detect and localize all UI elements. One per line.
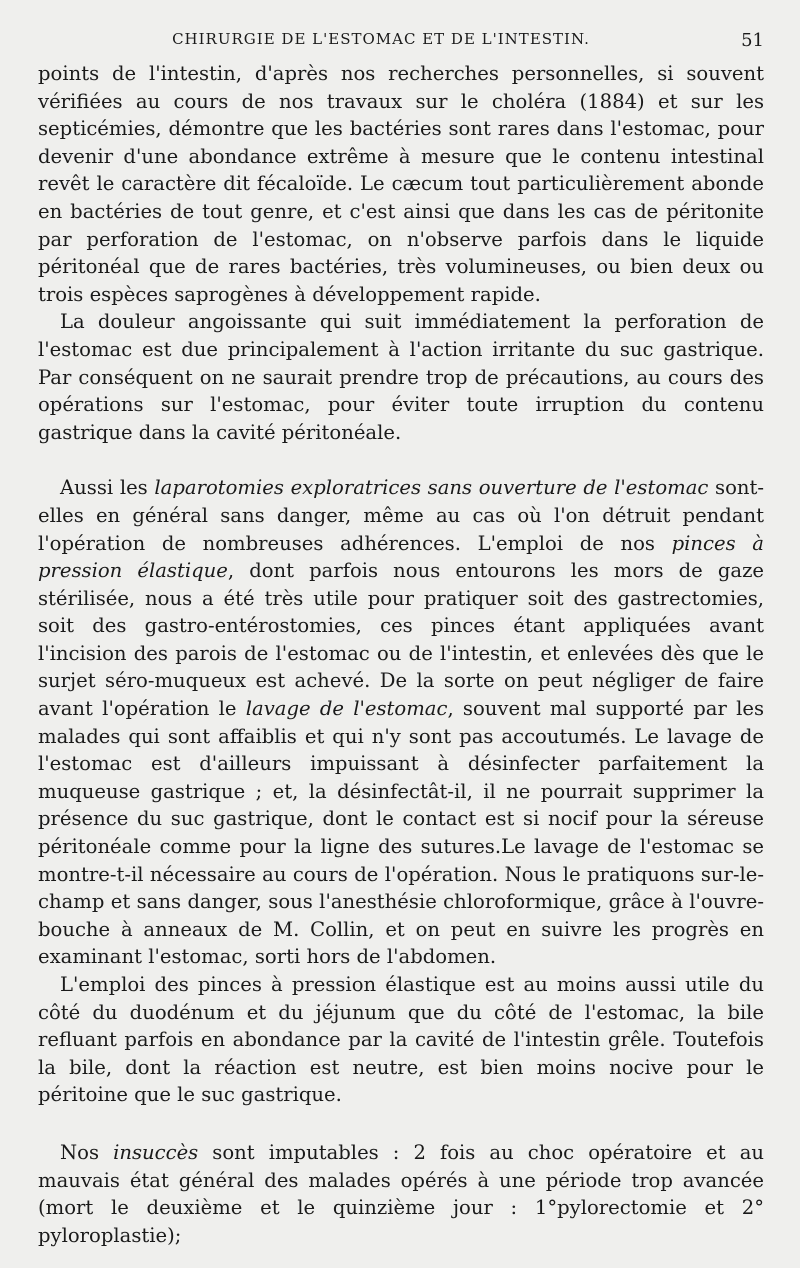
paragraph-3-text-a: Aussi les: [60, 476, 155, 500]
paragraph-3-text-b: sont-elles en général sans danger, même au cas où l'on détruit pendant l'opération de nombreuses adhérences. L'emploi de nos: [38, 476, 764, 555]
paragraph-3: [38, 474, 764, 971]
paragraph-5-italic-1: insuccès: [113, 1140, 199, 1164]
paragraph-3-italic-1: laparotomies exploratrices sans ouverture de l'estomac: [154, 476, 709, 500]
running-header: [38, 30, 764, 60]
paragraph-5-text-a: Nos: [60, 1140, 114, 1164]
paragraph-4: L'emploi des pinces à pression élastique est au moins aussi utile du côté du duodénum et du jéjunum que du côté de l'estomac, la bile refluant parfois en abondance par la cavité de l'intestin grêle. Toutefois la bile, dont la réaction est neutre, est bien moins nocive pour le péritoine que le suc gastrique.: [38, 973, 764, 1107]
paragraph-1: points de l'intestin, d'après nos recherches personnelles, si souvent vérifiées au cours de nos travaux sur le choléra (1884) et sur les septicémies, démontre que les bactéries sont rares dans l'estomac, pour devenir d'une abondance extrême à mesure que le contenu intestinal revêt le caractère dit fécaloïde. Le cæcum tout particulièrement abonde en bactéries de tout genre, et c'est ainsi que dans les cas de péritonite par perforation de l'estomac, on n'observe parfois dans le liquide péritonéal que de rares bactéries, très volumineuses, ou bien deux ou trois espèces saprogènes à développement rapide.: [38, 62, 764, 306]
paragraph-2: La douleur angoissante qui suit immédiatement la perforation de l'estomac est due principalement à l'action irritante du suc gastrique. Par conséquent on ne saurait prendre trop de précautions, au cours des opérations sur l'estomac, pour éviter toute irruption du contenu gastrique dans la cavité péritonéale.: [38, 310, 764, 444]
paragraph-5-text-b: sont imputables : 2 fois au choc opératoire et au mauvais état général des malades opérés à une période trop avancée (mort le deuxième et le quinzième jour : 1°pylorectomie et 2° pyloroplastie);: [38, 1140, 764, 1247]
paragraph-5: [38, 1139, 764, 1249]
paragraph-3-text-d: , souvent mal supporté par les malades qui sont affaiblis et qui n'y sont pas accoutumés. Le lavage de l'estomac est d'ailleurs impuissant à désinfecter parfaitement la muqueuse gastrique ; et, la désinfectât-il, il ne pourrait supprimer la présence du suc gastrique, dont le contact est si nocif pour la séreuse péritonéale comme pour la ligne des sutures.Le lavage de l'estomac se montre-t-il nécessaire au cours de l'opération. Nous le pratiquons sur-le-champ et sans danger, sous l'anesthésie chloroformique, grâce à l'ouvre-bouche à anneaux de M. Collin, et on peut en suivre les progrès en examinant l'estomac, sorti hors de l'abdomen.: [38, 697, 764, 969]
running-title: CHIRURGIE DE L'ESTOMAC ET DE L'INTESTIN.: [172, 30, 590, 48]
paragraph-3-italic-2: pinces à pression élastique: [38, 531, 764, 583]
paragraph-3-italic-3: lavage de l'estomac: [245, 697, 448, 721]
paragraph-3-text-c: , dont parfois nous entourons les mors de gaze stérilisée, nous a été très utile pour pratiquer soit des gastrectomies, soit des gastro-entérostomies, ces pinces étant appliquées avant l'incision des parois de l'estomac ou de l'intestin, et enlevées dès que le surjet séro-muqueux est achevé. De la sorte on peut négliger de faire avant l'opération le: [38, 559, 764, 721]
page-number: 51: [741, 30, 764, 51]
